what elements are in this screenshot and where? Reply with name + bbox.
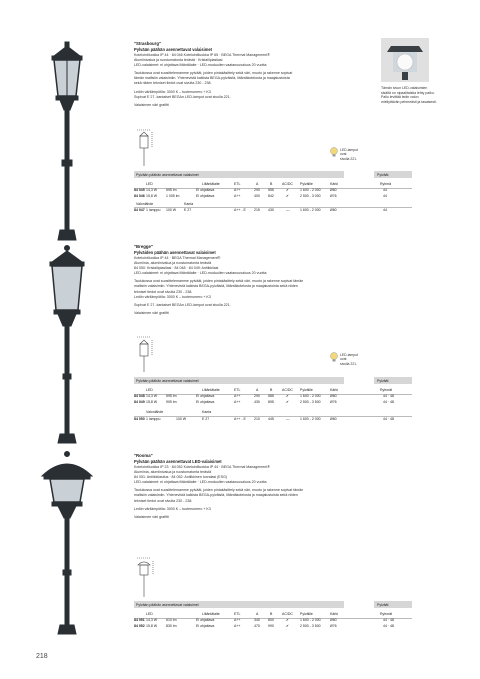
table-row xyxy=(134,624,412,630)
lamp-power: 100 W xyxy=(166,208,177,212)
section-3-title: "Rooma" xyxy=(134,453,153,458)
dim-b: 990 xyxy=(268,623,274,628)
led-lamp-detail-photo xyxy=(381,38,429,82)
pole-height: 2 500 - 3 000 xyxy=(300,193,321,198)
pole-tip: Ø76 xyxy=(330,399,337,404)
column-header: Kanta xyxy=(184,202,194,206)
pole-height: 2 500 - 3 500 xyxy=(300,399,321,404)
control-gear: Ei ohjattava xyxy=(196,188,215,192)
dim-a: 430 xyxy=(254,399,260,404)
pole-tip: Ø76 xyxy=(330,193,337,198)
led-note-line: LED-lamput xyxy=(340,148,358,152)
led-note-line: sivulla 221. xyxy=(340,156,357,161)
dim-a: 400 xyxy=(254,193,260,198)
control-gear: Ei ohjattava xyxy=(196,623,215,628)
section-3-description xyxy=(134,465,348,520)
article-number: 84 045 xyxy=(134,188,145,192)
column-header: Kärki xyxy=(330,388,338,392)
dim-a: 210 xyxy=(254,417,260,421)
table-pole-header: Pylväät xyxy=(377,172,389,177)
description-line: sekä niiden tekniset tiedot ovat sivulta 230 - 238. xyxy=(134,81,212,86)
column-header: Pylväille xyxy=(300,612,313,616)
description-line: Taulukossa ovat suosittelemamme pylväät, joiden pintakäsittely sekä väri, muoto ja rakenne sopivat xyxy=(134,71,293,76)
led-power: 14,3 W xyxy=(146,394,158,398)
pole-height: 1 600 - 2 000 xyxy=(300,417,321,421)
column-header: Ryhmä xyxy=(380,182,392,186)
dim-b: 842 xyxy=(268,193,274,198)
acdc-check: ✔ xyxy=(286,618,289,622)
energy-class: A++ - E xyxy=(234,208,246,212)
table-group-header: Pylvään päähän asennettavat valaisimet xyxy=(136,378,199,383)
lumen: 595 lm xyxy=(166,394,177,398)
caption-line: miellyttävän pehmeästi ja tasaisesti. xyxy=(381,100,437,105)
article-number: 84 048 xyxy=(134,394,145,398)
description-line: LED-valaisimet: ei ohjattava liitäntälaite · LED-moduulien vaatanuusaluus 20 vuotta xyxy=(134,271,267,276)
description-line: tekniset tiedot ovat sivulta 230 - 238. xyxy=(134,289,193,294)
section-1-description xyxy=(134,53,348,108)
lumen: 610 lm xyxy=(166,618,177,622)
column-header: ETL xyxy=(234,388,241,392)
pole-group: 44 · 48 xyxy=(383,618,394,622)
column-header: ETL xyxy=(234,182,241,186)
pole-group: 44 · 48 xyxy=(383,394,394,398)
description-line: 84 051: Antiikkilasitus · 84 052: Antiikkinen turvalasi (ESG) xyxy=(134,475,228,480)
description-line: mallisiin valaisimiin. Yhtenevistä kaikista BEGA-pylväistä, liitäntäkotelosta ja maajalustoista sekä niiden xyxy=(134,493,298,498)
pole-height: 1 600 - 2 000 xyxy=(300,618,321,622)
article-number: 84 052 xyxy=(134,623,145,628)
description-line: Alumiinivalua ja ruostumatonta terästä · Kristallipiasilasi xyxy=(134,58,223,63)
lumen: 595 lm xyxy=(166,188,177,192)
led-note-line: sivulla 221. xyxy=(340,361,357,366)
pole-height: 1 600 - 2 000 xyxy=(300,188,321,192)
energy-class: A++ xyxy=(234,193,241,198)
dim-b: 895 xyxy=(268,399,274,404)
bulb-icon xyxy=(330,147,338,157)
dim-a: 290 xyxy=(254,394,260,398)
bregge-lamp-image xyxy=(38,244,96,444)
pole-tip: Ø60 xyxy=(330,208,337,212)
pole-group: 44 xyxy=(383,193,387,198)
pole-tip: Ø60 xyxy=(330,618,337,622)
led-power: 14,3 W xyxy=(146,618,158,622)
description-line: Kotelointiluokka IP 44 · BEGA Thermal Management® xyxy=(134,256,221,260)
column-header: Kärki xyxy=(330,612,338,616)
pole-tip: Ø60 xyxy=(330,188,337,192)
pole-tip: Ø76 xyxy=(330,623,337,628)
bulb-icon xyxy=(330,352,338,362)
column-header: Pylväille xyxy=(300,182,313,186)
column-header: Liitäntälaite xyxy=(202,388,220,392)
description-line: Valaisimen väri grafitti xyxy=(134,514,169,519)
lumen: 830 lm xyxy=(166,623,177,628)
acdc-check: — xyxy=(286,417,290,421)
dimension-sketch-2 xyxy=(132,334,162,374)
column-header: Liitäntälaite xyxy=(202,612,220,616)
description-line: tekniset tiedot ovat sivulta 230 - 238. xyxy=(134,498,193,503)
rooma-lamp-image xyxy=(38,450,96,635)
acdc-check: ✔ xyxy=(286,399,289,404)
description-line: Valaisimen väri grafitti xyxy=(134,310,169,315)
column-header: AC/DC xyxy=(282,182,293,186)
table-row xyxy=(134,194,412,200)
strasbourg-lamp-image xyxy=(38,40,96,242)
lumen: 1 005 lm xyxy=(166,193,180,198)
control-gear: Ei ohjattava xyxy=(196,193,215,198)
energy-class: A++ xyxy=(234,399,241,404)
description-line: Kotelointiluokka IP 23 · 84 052 Kotelointiluokka IP 44 · BEGA Thermal Management® xyxy=(134,465,270,469)
description-line: LED-valaisimet: ei ohjattava liitäntälaite · LED-moduulien vaatanuusaluus 20 vuotta xyxy=(134,480,267,485)
lamp-cap: E 27 xyxy=(202,417,210,421)
description-line: Taulukossa ovat suosittelemamme pylväät, joiden pintakäsittely sekä väri, muoto ja rakenne sopivat tämän xyxy=(134,279,304,284)
description-line: Valaisimen väri grafitti xyxy=(134,102,169,107)
pole-group: 44 · 48 xyxy=(383,399,394,404)
pole-height: 1 600 - 2 000 xyxy=(300,394,321,398)
description-line: Alumiinia, alumiinivalua ja ruostumatonta terästä xyxy=(134,261,212,266)
led-power: 14,3 W xyxy=(146,188,158,192)
column-header: LED xyxy=(146,182,153,186)
caption-line: Pallo levittää ledin valon xyxy=(381,95,419,100)
column-header: Kanta xyxy=(202,410,212,414)
dim-a: 470 xyxy=(254,623,260,628)
table-row xyxy=(134,417,412,423)
description-line: mallisiin valaisimiin. Yhtenevistä kaikista BEGA-pylväistä, liitäntäkotelosta ja maajalustoista sekä niiden xyxy=(134,284,298,289)
pole-height: 1 600 - 2 000 xyxy=(300,208,321,212)
dim-a: 340 xyxy=(254,618,260,622)
section-2-subtitle: Pylväiden päähän asennettavat valaisimet xyxy=(134,250,216,255)
acdc-check: — xyxy=(286,208,290,212)
column-header: ETL xyxy=(234,612,241,616)
led-power: 15,8 W xyxy=(146,193,158,198)
dim-a: 290 xyxy=(254,188,260,192)
description-line: Kotelointiluokka IP 44 · 84 046 Kotelointiluokka IP 65 · BEGA Thermal Management® xyxy=(134,53,270,57)
column-header: Ryhmät xyxy=(380,388,393,392)
acdc-check: ✔ xyxy=(286,193,289,198)
column-header: Valonlähde xyxy=(146,410,164,414)
table-group-header: Pylvään päähän asennettavat valaisimet xyxy=(136,172,199,177)
section-2-title: "Bregge" xyxy=(134,244,153,249)
article-number: 84 046 xyxy=(134,193,145,198)
column-header: AC/DC xyxy=(282,612,293,616)
lumen: 905 lm xyxy=(166,399,177,404)
column-header: B xyxy=(270,388,273,392)
control-gear: Ei ohjattava xyxy=(196,399,215,404)
column-header: B xyxy=(270,612,273,616)
table-row xyxy=(134,208,412,214)
column-header: B xyxy=(270,182,273,186)
table-row xyxy=(134,400,412,406)
energy-class: A++ xyxy=(234,394,241,398)
column-header: A xyxy=(256,182,259,186)
description-line: Lediin värilämpötila: 3000 K – tuotenumero + K3 xyxy=(134,506,211,511)
description-line: 84 050: Kristallipiasilasi · 84 048 · 84 049: Antiikkilasi xyxy=(134,266,219,271)
table-pole-header: Pylväät xyxy=(377,378,389,383)
description-line: Alumiinia, alumiinivalua ja ruostumatonta terästä xyxy=(134,470,212,475)
pole-tip: Ø60 xyxy=(330,394,337,398)
product-table-1 xyxy=(134,171,412,219)
dim-b: 800 xyxy=(268,618,274,622)
column-header: Kärki xyxy=(330,182,338,186)
dim-b: 555 xyxy=(268,188,274,192)
led-power: 15,8 W xyxy=(146,399,158,404)
description-line: Taulukossa ovat suosittelemamme pylväät, joiden pintakäsittely sekä väri, muoto ja rakenne sopivat tämän xyxy=(134,488,304,493)
led-note-line: ovat xyxy=(340,152,347,157)
section-2-description xyxy=(134,256,348,316)
acdc-check: ✔ xyxy=(286,188,289,192)
section-1-title: "Strasbourg" xyxy=(134,41,161,46)
description-line: Sopivat E 27 -kantaiset BEGAn LED-lamput ovat sivulla 221. xyxy=(134,302,231,307)
column-header: LED xyxy=(146,612,153,616)
acdc-check: ✔ xyxy=(286,623,289,628)
pole-group: 44 xyxy=(383,208,387,212)
article-number: 84 047 xyxy=(134,208,145,212)
lamp-power: 100 W xyxy=(176,417,187,421)
dim-b: 585 xyxy=(268,394,274,398)
light-source: 1 lamppu xyxy=(146,417,161,421)
section-1-subtitle: Pylvään päähän asennettavat valaisimet xyxy=(134,47,213,52)
led-note-line: LED-lamput xyxy=(340,353,358,357)
column-header: Ryhmät xyxy=(380,612,393,616)
photo-caption xyxy=(381,86,443,105)
section-3-subtitle: Pylvään päähän asennettavat LED-valaisimet xyxy=(134,459,222,464)
led-note-line: ovat xyxy=(340,357,347,362)
dimension-sketch-3 xyxy=(132,555,162,599)
energy-class: A++ xyxy=(234,188,241,192)
column-header: Liitäntälaite xyxy=(202,182,220,186)
article-number: 84 049 xyxy=(134,399,145,404)
column-header: A xyxy=(256,388,259,392)
article-number: 84 050 xyxy=(134,417,145,421)
dim-b: 445 xyxy=(268,417,274,421)
column-header: A xyxy=(256,612,259,616)
column-header: Valonlähde xyxy=(136,202,154,206)
product-table-3 xyxy=(134,601,412,637)
acdc-check: ✔ xyxy=(286,394,289,398)
description-line: Lediin värilämpötila: 3000 K – tuotenumero + K3 xyxy=(134,294,211,299)
energy-class: A++ xyxy=(234,618,241,622)
control-gear: Ei ohjattava xyxy=(196,394,215,398)
control-gear: Ei ohjattava xyxy=(196,618,215,622)
dimension-sketch-1 xyxy=(132,128,162,168)
page-number: 218 xyxy=(36,653,48,660)
table-pole-header: Pylväät xyxy=(377,602,389,607)
light-source: 1 lamppu xyxy=(146,208,161,212)
pole-tip: Ø60 xyxy=(330,417,337,421)
column-header: AC/DC xyxy=(282,388,293,392)
article-number: 84 051 xyxy=(134,618,145,622)
lamp-cap: E 27 xyxy=(184,208,192,212)
pole-group: 44 · 48 xyxy=(383,623,394,628)
caption-line: sisältä on nipaalitaistia lehty palku. xyxy=(381,90,435,95)
description-line: Sopivat E 27 -kantaiset BEGAn LED-lamput ovat sivulla 221. xyxy=(134,94,231,99)
description-line: LED-valaisimet: ei ohjattava liitäntälaite · LED-moduulien vaatanuusaluus 20 vuotta xyxy=(134,63,267,68)
led-power: 15,8 W xyxy=(146,623,158,628)
column-header: Pylväille xyxy=(300,388,313,392)
description-line: Lediin värilämpötila: 3000 K – tuotenumero + K3 xyxy=(134,89,211,94)
table-group-header: Pylvään päähän asennettavat valaisimet xyxy=(136,602,199,607)
product-table-2 xyxy=(134,377,412,425)
dim-b: 430 xyxy=(268,208,274,212)
pole-group: 44 · 48 xyxy=(383,417,394,421)
pole-height: 2 500 - 3 500 xyxy=(300,623,321,628)
dim-a: 215 xyxy=(254,208,260,212)
description-line: tämän mallisiin valaisimiin. Yhtenevistä kaikista BEGA-pylväistä, liitäntäkotelosta ja maajalustoista xyxy=(134,76,290,81)
energy-class: A++ - E xyxy=(234,417,246,421)
pole-group: 44 xyxy=(383,188,387,192)
energy-class: A++ xyxy=(234,623,241,628)
caption-line: Tämän sivun LED-valaisimien xyxy=(381,86,428,90)
column-header: LED xyxy=(146,388,153,392)
